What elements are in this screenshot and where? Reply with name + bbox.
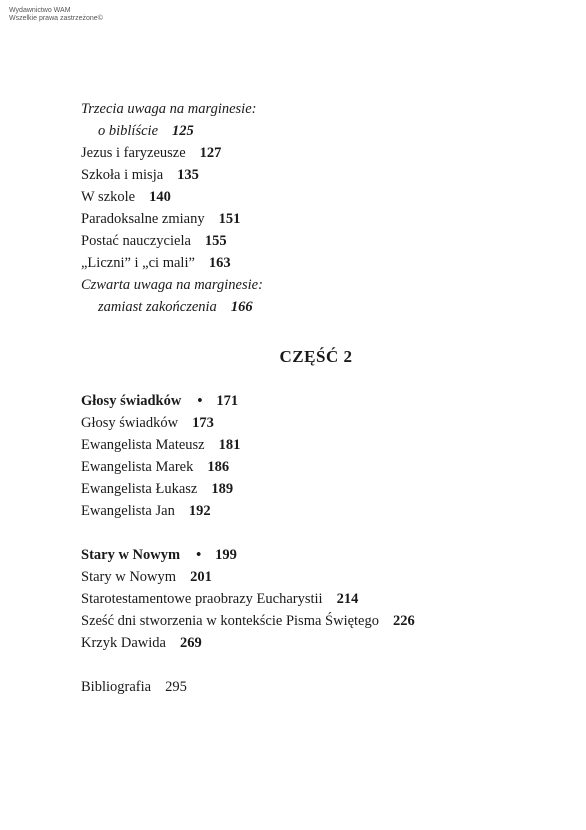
toc-entry <box>81 98 541 120</box>
toc-entry-page: 173 <box>192 415 214 431</box>
toc-entry-title: Paradoksalne zmiany <box>81 211 205 227</box>
section-heading <box>81 390 541 412</box>
toc-entry-title: zamiast zakończenia <box>98 299 217 315</box>
toc-entry-page: 151 <box>218 211 241 227</box>
toc-entry <box>81 412 541 434</box>
toc-entry <box>81 588 541 610</box>
toc-entry-page: 166 <box>230 299 253 315</box>
part-heading: CZĘŚĆ 2 <box>279 347 353 366</box>
toc-entry-page: 192 <box>188 503 211 519</box>
toc-entry <box>81 566 541 588</box>
toc-entry <box>81 434 541 456</box>
watermark-rights: Wszelkie prawa zastrzeżone© <box>9 15 103 22</box>
toc-entry-page: 189 <box>211 481 234 497</box>
toc-entry <box>81 208 541 230</box>
toc-entry-title: „Liczni” i „ci mali” <box>81 255 195 271</box>
toc-entry <box>81 274 541 296</box>
toc-entry-page: 125 <box>172 123 194 139</box>
toc-entry-title: Czwarta uwaga na marginesie: <box>81 277 263 293</box>
toc-entry-title: Krzyk Dawida <box>81 635 166 651</box>
table-of-contents <box>81 98 541 698</box>
toc-entry-title: Ewangelista Marek <box>81 459 194 475</box>
watermark <box>9 7 103 23</box>
section-gap <box>81 654 541 676</box>
toc-entry-title: Postać nauczyciela <box>81 233 191 249</box>
section-gap <box>81 522 541 544</box>
toc-entry-title: Głosy świadków <box>81 415 179 431</box>
bullet-separator: • <box>196 547 202 563</box>
toc-entry-page: 186 <box>207 459 230 475</box>
toc-entry-page: 127 <box>199 145 222 161</box>
toc-entry-page: 226 <box>393 613 415 629</box>
toc-entry <box>81 186 541 208</box>
section-page: 199 <box>215 547 237 563</box>
toc-entry <box>81 610 541 632</box>
toc-entry <box>81 500 541 522</box>
toc-entry-page: 201 <box>190 569 212 585</box>
bibliography-title: Bibliografia <box>81 679 152 695</box>
section-page: 171 <box>216 393 239 409</box>
toc-entry-title: Trzecia uwaga na marginesie: <box>81 101 257 117</box>
toc-entry-title: Starotestamentowe praobrazy Eucharystii <box>81 591 323 607</box>
bibliography-page: 295 <box>165 679 187 695</box>
toc-entry-title: Szkoła i misja <box>81 167 164 183</box>
toc-entry-page: 135 <box>177 167 199 183</box>
toc-entry-page: 269 <box>179 635 202 651</box>
toc-entry <box>81 478 541 500</box>
toc-entry <box>81 142 541 164</box>
bibliography-entry <box>81 676 541 698</box>
toc-entry-page: 140 <box>149 189 171 205</box>
toc-entry-page: 181 <box>218 437 241 453</box>
toc-entry <box>81 120 541 142</box>
toc-entry-page: 214 <box>336 591 359 607</box>
section-title: Głosy świadków <box>81 393 182 409</box>
section-title: Stary w Nowym <box>81 547 181 563</box>
bullet-separator: • <box>197 393 203 409</box>
section-heading <box>81 544 541 566</box>
toc-entry <box>81 230 541 252</box>
watermark-publisher: Wydawnictwo WAM <box>9 7 71 14</box>
toc-entry <box>81 252 541 274</box>
toc-entry-title: Ewangelista Jan <box>81 503 175 519</box>
toc-entry-page: 163 <box>208 255 231 271</box>
toc-entry <box>81 456 541 478</box>
toc-entry-page: 155 <box>204 233 227 249</box>
toc-entry-title: Stary w Nowym <box>81 569 177 585</box>
toc-entry-title: Jezus i faryzeusze <box>81 145 186 161</box>
toc-entry <box>81 164 541 186</box>
toc-entry-title: Ewangelista Mateusz <box>81 437 205 453</box>
toc-entry-title: o biblíście <box>98 123 159 139</box>
toc-entry <box>81 296 541 318</box>
toc-entry <box>81 632 541 654</box>
toc-entry-title: Sześć dni stworzenia w kontekście Pisma Świętego <box>81 613 379 629</box>
toc-entry-title: Ewangelista Łukasz <box>81 481 198 497</box>
toc-entry-title: W szkole <box>81 189 136 205</box>
